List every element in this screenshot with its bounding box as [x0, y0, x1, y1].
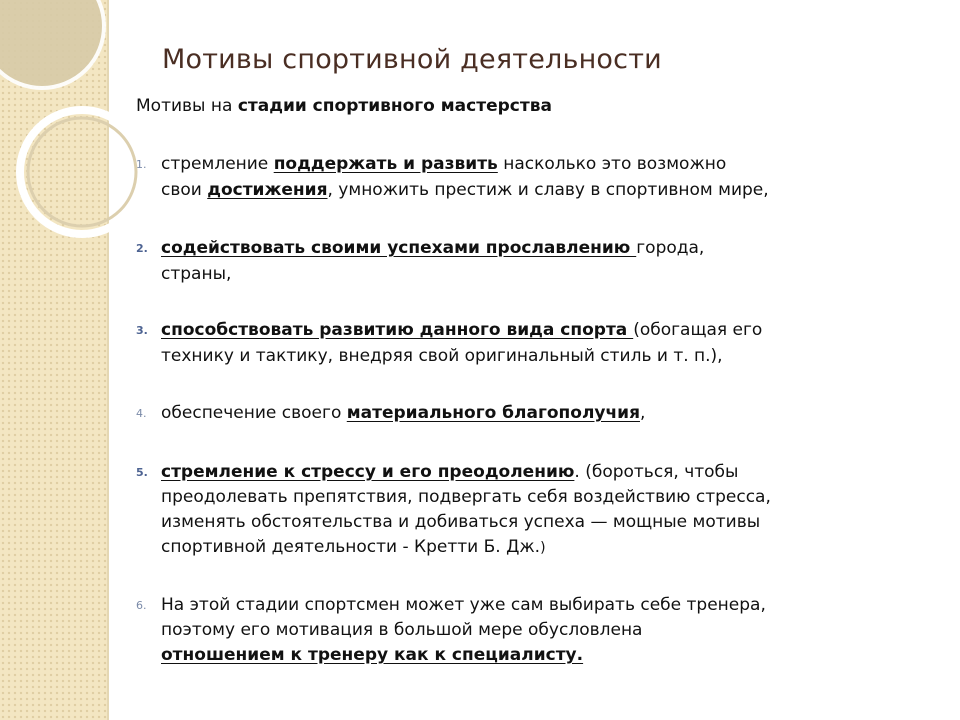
subtitle-bold: стадии спортивного мастерства — [237, 96, 552, 116]
list-number: 2. — [136, 242, 148, 255]
list-number: 4. — [136, 407, 147, 420]
list-number: 5. — [136, 466, 148, 479]
list-line: свои достижения, умножить престиж и славу в спортивном мире, — [161, 180, 769, 200]
list-line: стремление поддержать и развить насколько это возможно — [161, 154, 727, 174]
list-number: 6. — [136, 599, 147, 612]
list-line: отношением к тренеру как к специалисту. — [161, 645, 584, 665]
list-line: изменять обстоятельства и добиваться успеха — мощные мотивы — [161, 512, 761, 532]
list-line: способствовать развитию данного вида спорта (обогащая его — [161, 320, 763, 340]
list-line: обеспечение своего материального благополучия, — [161, 403, 646, 423]
list-line: технику и тактику, внедряя свой оригинальный стиль и т. п.), — [161, 346, 723, 366]
list-line: преодолевать препятствия, подвергать себя воздействию стресса, — [161, 487, 771, 507]
list-number: 3. — [136, 324, 148, 337]
deco-circle-top — [0, 0, 104, 88]
decorative-circles — [0, 0, 140, 300]
deco-ring-outer — [20, 110, 140, 234]
list-line: стремление к стрессу и его преодолению. (бороться, чтобы — [161, 462, 739, 482]
list-line: спортивной деятельности - Кретти Б. Дж.) — [161, 537, 546, 557]
deco-ring-inner — [28, 118, 136, 226]
list-line: страны, — [161, 264, 232, 284]
list-line: содействовать своими успехами прославлению города, — [161, 238, 705, 258]
list-line: На этой стадии спортсмен может уже сам выбирать себе тренера, — [161, 595, 766, 615]
slide-subtitle — [136, 96, 552, 116]
list-line: поэтому его мотивация в большой мере обусловлена — [161, 620, 643, 640]
subtitle-prefix: Мотивы на — [136, 96, 238, 116]
list-number: 1. — [136, 158, 147, 171]
slide-title: Мотивы спортивной деятельности — [162, 44, 662, 75]
